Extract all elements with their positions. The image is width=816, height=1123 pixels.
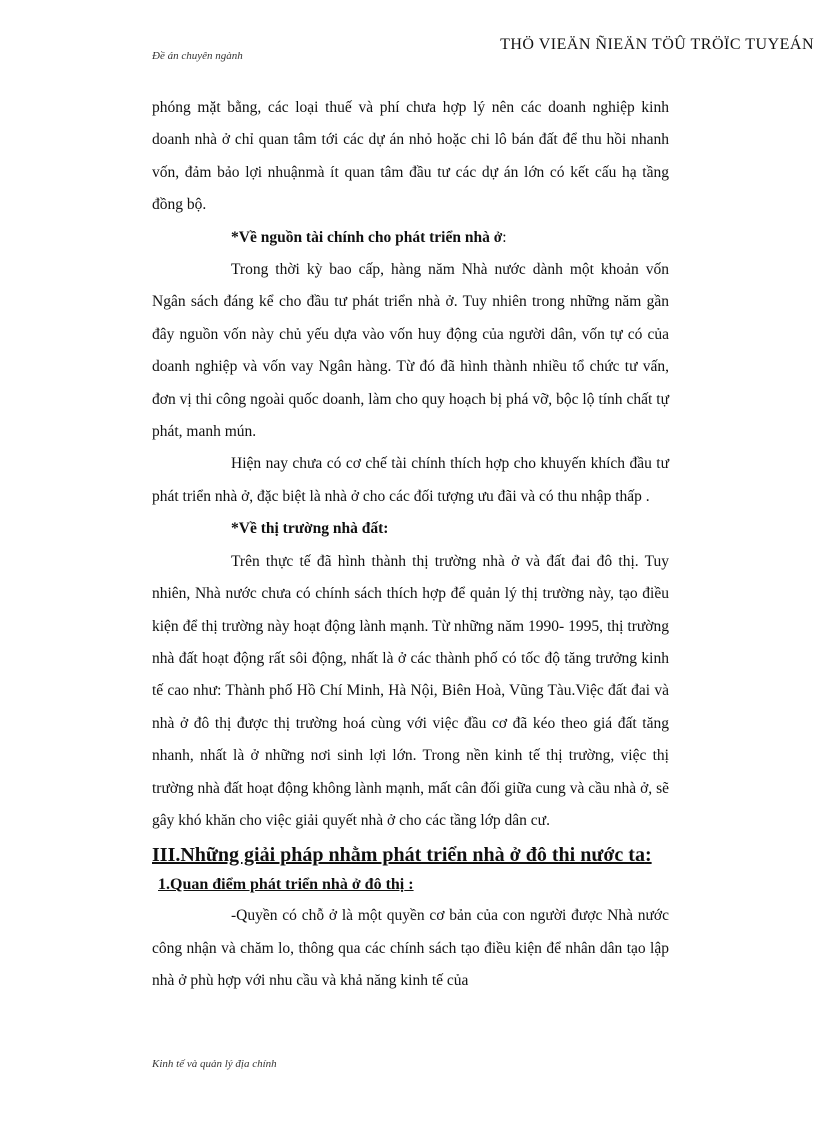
- footer-subject-label: Kinh tế và quản lý địa chính: [152, 1058, 277, 1070]
- subheading-real-estate-market: *Về thị trường nhà đất:: [231, 520, 389, 538]
- header-library-title: THÖ VIEÄN ÑIEÄN TÖÛ TRÖÏC TUYEÁN: [500, 36, 814, 53]
- section-title-solutions: [152, 840, 669, 870]
- header-course-label: Đề án chuyên ngành: [152, 50, 243, 62]
- paragraph-subsidy-period: Trong thời kỳ bao cấp, hàng năm Nhà nước dành một khoản vốn Ngân sách đáng kể cho đầu tư phát triển nhà ở. Tuy nhiên trong những năm gần đây nguồn vốn này chủ yếu dựa vào vốn huy động của người dân, vốn tự có của doanh nghiệp và vốn vay Ngân hàng. Từ đó đã hình thành nhiều tổ chức tư vấn, đơn vị thi công ngoài quốc doanh, làm cho quy hoạch bị phá vỡ, bộc lộ tính chất tự phát, manh mún.: [152, 261, 669, 441]
- subheading-finance-colon: :: [502, 228, 507, 246]
- paragraph-real-estate-market: Trên thực tế đã hình thành thị trường nhà ở và đất đai đô thị. Tuy nhiên, Nhà nước chưa có chính sách thích hợp để quản lý thị trường này, tạo điều kiện để thị trường này hoạt động lành mạnh. Từ những năm 1990- 1995, thị trường nhà đất hoạt động rất sôi động, nhất là ở các thành phố có tốc độ tăng trưởng kinh tế cao như: Thành phố Hồ Chí Minh, Hà Nội, Biên Hoà, Vũng Tàu.Việc đất đai và nhà ở đô thị được thị trường hoá cùng với việc đầu cơ đã kéo theo giá đất tăng nhanh, nhất là ở những nơi sinh lợi lớn. Trong nền kinh tế thị trường, việc thị trường nhà đất hoạt động không lành mạnh, mất cân đối giữa cung và cầu nhà ở, sẽ gây khó khăn cho việc giải quyết nhà ở cho các tầng lớp dân cư.: [152, 552, 669, 829]
- section-title-colon: :: [644, 844, 652, 867]
- subheading-finance-text: *Về nguồn tài chính cho phát triển nhà ở: [231, 228, 503, 246]
- subheading-finance: [152, 222, 669, 254]
- document-body: [152, 92, 669, 998]
- subsection-title-viewpoint: [152, 870, 669, 900]
- subsection-title-text: 1.Quan điểm phát triển nhà ở đô thị: [158, 876, 405, 894]
- paragraph-financial-mechanism: Hiện nay chưa có cơ chế tài chính thích hợp cho khuyến khích đầu tư phát triển nhà ở, đặc biệt là nhà ở cho các đối tượng ưu đãi và có thu nhập thấp .: [152, 455, 669, 505]
- section-title-text: III.Những giải pháp nhằm phát triển nhà ở đô thi nước ta: [152, 844, 645, 867]
- paragraph-right-to-housing: -Quyền có chỗ ở là một quyền cơ bản của con người được Nhà nước công nhận và chăm lo, thông qua các chính sách tạo điều kiện để nhân dân tạo lập nhà ở phù hợp với nhu cầu và khả năng kinh tế của: [152, 907, 669, 990]
- paragraph-land-clearance: phóng mặt bằng, các loại thuế và phí chưa hợp lý nên các doanh nghiệp kinh doanh nhà ở chỉ quan tâm tới các dự án nhỏ hoặc chi lô bán đất để thu hồi nhanh vốn, đảm bảo lợi nhuậnmà ít quan tâm đầu tư các dự án lớn có kết cấu hạ tầng đồng bộ.: [152, 99, 669, 214]
- subsection-title-colon: :: [404, 876, 414, 894]
